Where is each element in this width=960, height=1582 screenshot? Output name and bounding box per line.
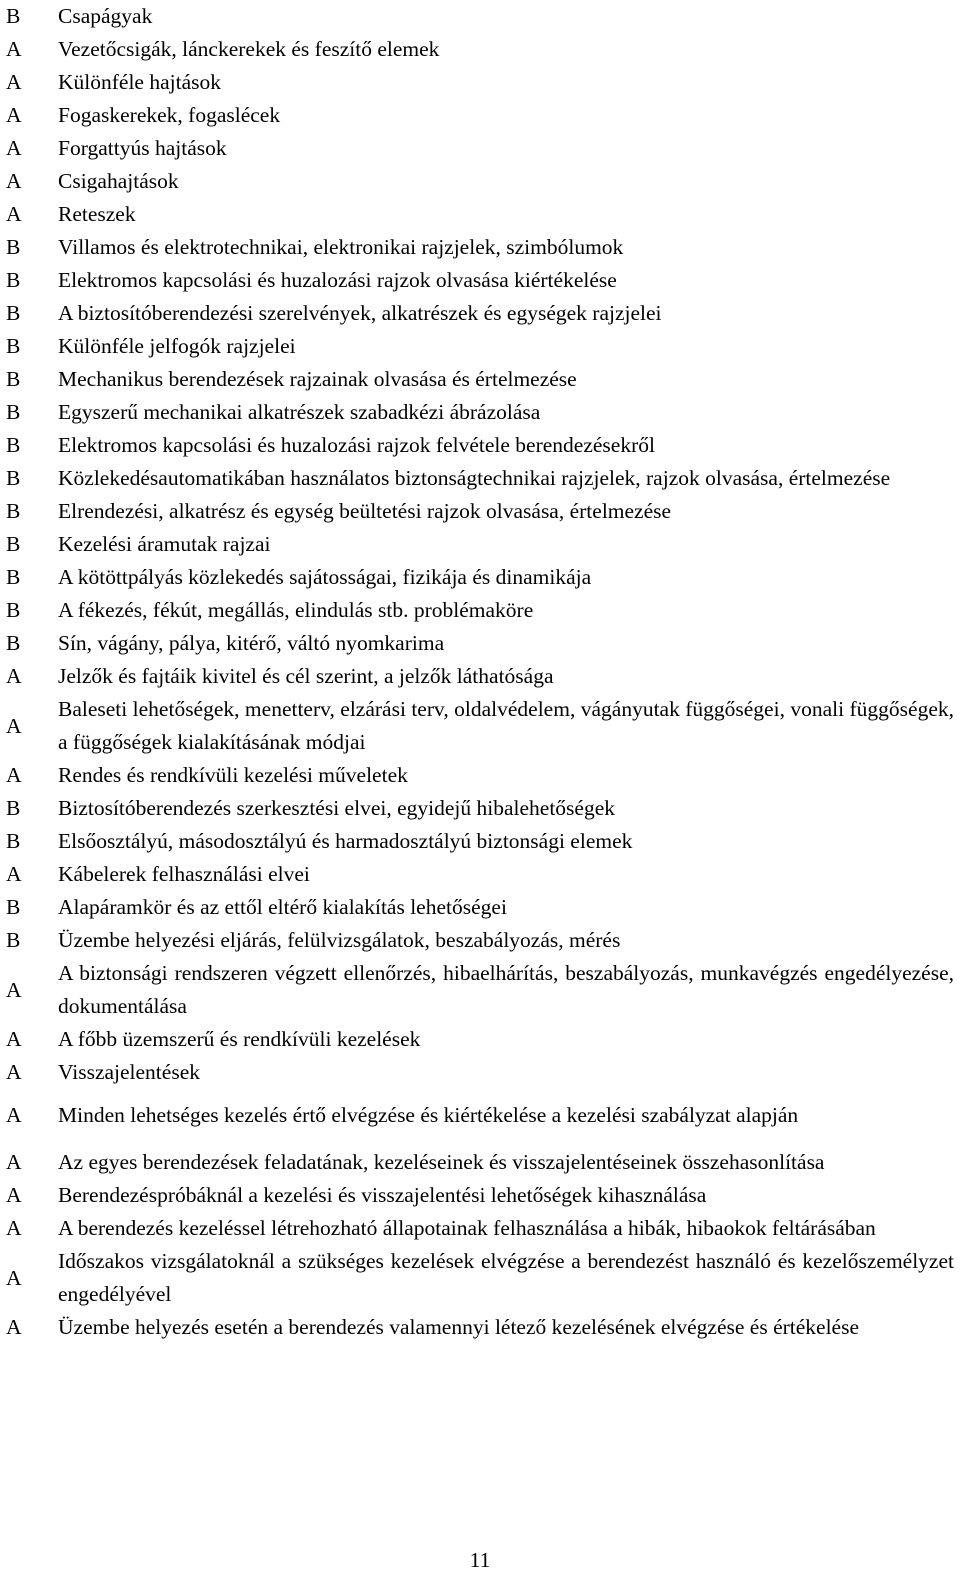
list-row bbox=[6, 264, 954, 297]
row-text: A fékezés, fékút, megállás, elindulás stb. problémaköre bbox=[58, 598, 534, 622]
row-letter: A bbox=[6, 37, 22, 61]
row-text: Különféle jelfogók rajzjelei bbox=[58, 334, 296, 358]
row-letter: A bbox=[6, 136, 22, 160]
row-letter: A bbox=[6, 1315, 22, 1339]
row-text: Villamos és elektrotechnikai, elektronikai rajzjelek, szimbólumok bbox=[58, 235, 624, 259]
row-text: Üzembe helyezési eljárás, felülvizsgálatok, beszabályozás, mérés bbox=[58, 928, 621, 952]
row-letter: B bbox=[6, 433, 21, 457]
row-letter: A bbox=[6, 862, 22, 886]
row-letter: A bbox=[6, 103, 22, 127]
row-text: Forgattyús hajtások bbox=[58, 136, 227, 160]
row-text: A kötöttpályás közlekedés sajátosságai, fizikája és dinamikája bbox=[58, 565, 592, 589]
row-letter: B bbox=[6, 631, 21, 655]
page-number: 11 bbox=[469, 1548, 491, 1572]
list-row bbox=[6, 330, 954, 363]
row-text: A biztosítóberendezési szerelvények, alkatrészek és egységek rajzjelei bbox=[58, 301, 662, 325]
content-list bbox=[6, 0, 954, 1344]
row-letter: A bbox=[6, 1027, 22, 1051]
list-row bbox=[6, 561, 954, 594]
row-text: Vezetőcsigák, lánckerekek és feszítő elemek bbox=[58, 37, 440, 61]
row-text: Az egyes berendezések feladatának, kezeléseinek és visszajelentéseinek összehasonlítása bbox=[58, 1150, 825, 1174]
row-text: Időszakos vizsgálatoknál a szükséges kezelések elvégzése a berendezést használó és kezelőszemélyzet engedélyével bbox=[58, 1249, 954, 1306]
list-row bbox=[6, 66, 954, 99]
row-letter: A bbox=[6, 169, 22, 193]
row-letter: A bbox=[6, 1216, 22, 1240]
list-row bbox=[6, 297, 954, 330]
list-row bbox=[6, 1146, 954, 1179]
list-row bbox=[6, 99, 954, 132]
row-text: Különféle hajtások bbox=[58, 70, 221, 94]
row-text: Biztosítóberendezés szerkesztési elvei, egyidejű hibalehetőségek bbox=[58, 796, 615, 820]
list-row bbox=[6, 132, 954, 165]
row-text: A berendezés kezeléssel létrehozható állapotainak felhasználása a hibák, hibaokok feltárásában bbox=[58, 1216, 876, 1240]
list-row bbox=[6, 1056, 954, 1089]
row-letter: A bbox=[6, 664, 22, 688]
list-row bbox=[6, 1311, 954, 1344]
list-row bbox=[6, 957, 954, 1023]
list-row bbox=[6, 231, 954, 264]
row-letter: B bbox=[6, 928, 21, 952]
row-letter: A bbox=[6, 202, 22, 226]
row-text: Közlekedésautomatikában használatos biztonságtechnikai rajzjelek, rajzok olvasása, értelmezése bbox=[58, 466, 891, 490]
list-row bbox=[6, 363, 954, 396]
list-row bbox=[6, 528, 954, 561]
row-letter: A bbox=[6, 763, 22, 787]
row-text: Elektromos kapcsolási és huzalozási rajzok felvétele berendezésekről bbox=[58, 433, 655, 457]
row-letter: B bbox=[6, 4, 21, 28]
list-row bbox=[6, 825, 954, 858]
row-letter: B bbox=[6, 829, 21, 853]
row-letter: B bbox=[6, 367, 21, 391]
row-text: Jelzők és fajtáik kivitel és cél szerint, a jelzők láthatósága bbox=[58, 664, 554, 688]
row-text: Kezelési áramutak rajzai bbox=[58, 532, 271, 556]
row-text: Üzembe helyezés esetén a berendezés valamennyi létező kezelésének elvégzése és értékelése bbox=[58, 1315, 860, 1339]
list-row bbox=[6, 891, 954, 924]
list-row bbox=[6, 792, 954, 825]
row-text: Visszajelentések bbox=[58, 1060, 200, 1084]
list-row bbox=[6, 0, 954, 33]
list-row bbox=[6, 627, 954, 660]
row-letter: B bbox=[6, 598, 21, 622]
row-letter: B bbox=[6, 895, 21, 919]
list-row bbox=[6, 429, 954, 462]
row-letter: B bbox=[6, 796, 21, 820]
row-text: Elsőosztályú, másodosztályú és harmadosztályú biztonsági elemek bbox=[58, 829, 633, 853]
list-row bbox=[6, 198, 954, 231]
row-text: Rendes és rendkívüli kezelési műveletek bbox=[58, 763, 408, 787]
row-letter: B bbox=[6, 532, 21, 556]
row-text: A főbb üzemszerű és rendkívüli kezelések bbox=[58, 1027, 421, 1051]
row-letter: B bbox=[6, 400, 21, 424]
row-letter: A bbox=[6, 1150, 22, 1174]
row-text: Egyszerű mechanikai alkatrészek szabadkézi ábrázolása bbox=[58, 400, 541, 424]
row-letter: B bbox=[6, 268, 21, 292]
list-row bbox=[6, 594, 954, 627]
list-row bbox=[6, 165, 954, 198]
list-row bbox=[6, 924, 954, 957]
row-text: Mechanikus berendezések rajzainak olvasása és értelmezése bbox=[58, 367, 577, 391]
row-letter: B bbox=[6, 499, 21, 523]
row-text: Kábelerek felhasználási elvei bbox=[58, 862, 310, 886]
row-text: Alapáramkör és az ettől eltérő kialakítás lehetőségei bbox=[58, 895, 507, 919]
row-text: Baleseti lehetőségek, menetterv, elzárási terv, oldalvédelem, vágányutak függőségei, vonali függőségek, a függőségek kialakításának módjai bbox=[58, 697, 954, 754]
row-letter: A bbox=[6, 70, 22, 94]
row-letter: A bbox=[6, 977, 22, 1002]
row-text: Minden lehetséges kezelés értő elvégzése és kiértékelése a kezelési szabályzat alapján bbox=[58, 1103, 799, 1127]
list-row bbox=[6, 693, 954, 759]
list-row bbox=[6, 1099, 954, 1132]
row-text: Elrendezési, alkatrész és egység beültetési rajzok olvasása, értelmezése bbox=[58, 499, 672, 523]
list-row bbox=[6, 33, 954, 66]
row-letter: B bbox=[6, 565, 21, 589]
row-letter: B bbox=[6, 334, 21, 358]
row-letter: A bbox=[6, 1103, 22, 1127]
list-row bbox=[6, 1245, 954, 1311]
row-letter: A bbox=[6, 713, 22, 738]
row-letter: A bbox=[6, 1265, 22, 1290]
list-row bbox=[6, 1212, 954, 1245]
list-row bbox=[6, 495, 954, 528]
list-row bbox=[6, 759, 954, 792]
list-row bbox=[6, 1179, 954, 1212]
list-row bbox=[6, 396, 954, 429]
row-text: A biztonsági rendszeren végzett ellenőrzés, hibaelhárítás, beszabályozás, munkavégzés engedélyezése, dokumentálása bbox=[58, 961, 954, 1018]
row-letter: A bbox=[6, 1060, 22, 1084]
row-text: Csigahajtások bbox=[58, 169, 179, 193]
row-letter: B bbox=[6, 466, 21, 490]
row-text: Elektromos kapcsolási és huzalozási rajzok olvasása kiértékelése bbox=[58, 268, 617, 292]
row-text: Reteszek bbox=[58, 202, 136, 226]
row-text: Berendezéspróbáknál a kezelési és visszajelentési lehetőségek kihasználása bbox=[58, 1183, 707, 1207]
row-text: Sín, vágány, pálya, kitérő, váltó nyomkarima bbox=[58, 631, 445, 655]
list-row bbox=[6, 660, 954, 693]
row-letter: B bbox=[6, 301, 21, 325]
row-letter: A bbox=[6, 1183, 22, 1207]
list-row bbox=[6, 462, 954, 495]
list-row bbox=[6, 858, 954, 891]
row-text: Fogaskerekek, fogaslécek bbox=[58, 103, 281, 127]
row-letter: B bbox=[6, 235, 21, 259]
row-text: Csapágyak bbox=[58, 4, 153, 28]
list-row bbox=[6, 1023, 954, 1056]
